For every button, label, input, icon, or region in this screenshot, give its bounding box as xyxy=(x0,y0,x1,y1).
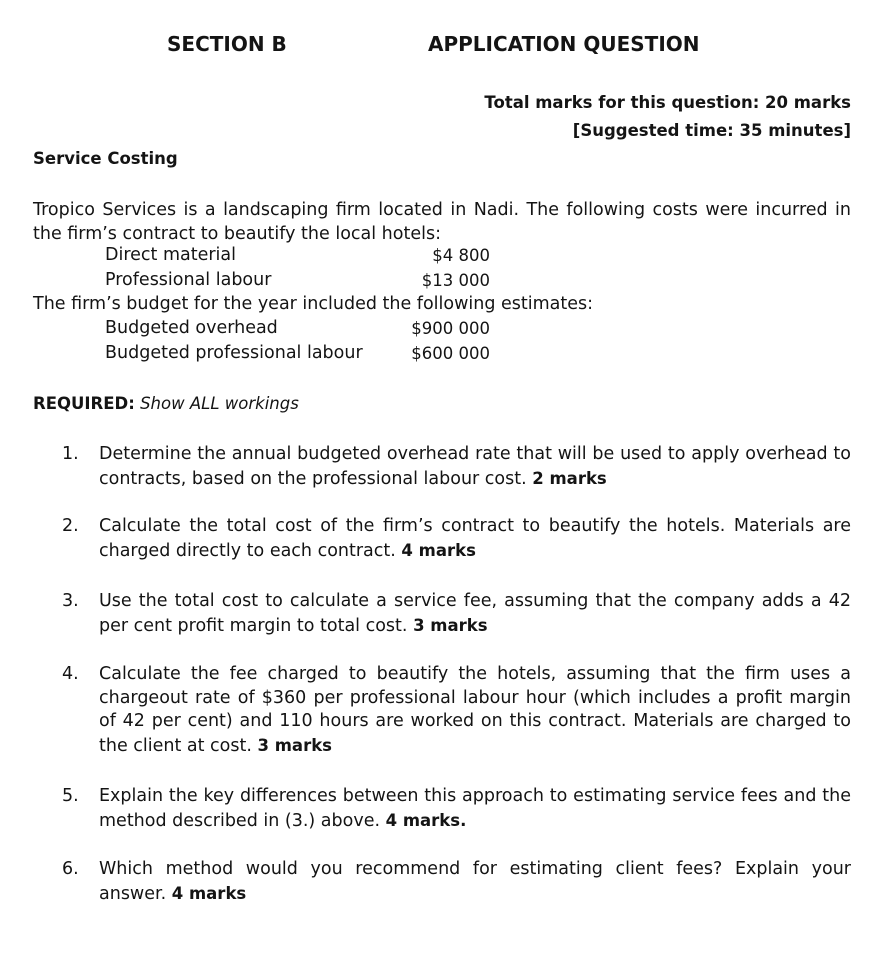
question-2 xyxy=(62,515,851,563)
question-marks: 3 marks xyxy=(413,615,488,635)
question-text: Explain the key differences between this approach to estimating service fees and the method described in (3.) above. xyxy=(99,786,851,831)
question-number: 6. xyxy=(62,859,79,879)
topic-heading: Service Costing xyxy=(33,149,178,168)
required-line xyxy=(33,394,299,413)
question-text: Determine the annual budgeted overhead rate that will be used to apply overhead to contracts, based on the professional labour cost. xyxy=(99,444,851,489)
cost-label-direct-material: Direct material xyxy=(105,245,237,265)
budget-label-professional-labour: Budgeted professional labour xyxy=(105,343,363,363)
question-number: 4. xyxy=(62,664,79,684)
section-label: SECTION B xyxy=(167,32,287,56)
question-marks: 4 marks xyxy=(401,540,476,560)
budget-value-overhead: $900 000 xyxy=(411,319,490,338)
budget-label-overhead: Budgeted overhead xyxy=(105,318,278,338)
cost-value-professional-labour: $13 000 xyxy=(421,271,490,290)
question-number: 1. xyxy=(62,444,79,464)
required-text: Show ALL workings xyxy=(140,394,299,413)
question-number: 2. xyxy=(62,516,79,536)
required-separator: : xyxy=(128,394,135,413)
required-label: REQUIRED xyxy=(33,394,129,413)
question-5 xyxy=(62,785,851,833)
question-marks: 4 marks xyxy=(171,883,247,903)
budget-intro: The firm’s budget for the year included the following estimates: xyxy=(33,294,594,314)
question-marks: 4 marks. xyxy=(385,810,467,830)
question-marks: 3 marks xyxy=(257,735,332,755)
question-text: Calculate the fee charged to beautify the hotels, assuming that the firm uses a chargeout rate of $360 per professional labour hour (which includes a profit margin of 42 per cent) and 110 hours are worked on this contract. Materials are charged to the client at cost. xyxy=(99,664,851,756)
cost-label-professional-labour: Professional labour xyxy=(105,270,272,290)
question-number: 5. xyxy=(62,786,79,806)
page-title: APPLICATION QUESTION xyxy=(428,32,700,56)
question-number: 3. xyxy=(62,591,79,611)
budget-value-professional-labour: $600 000 xyxy=(411,344,490,363)
question-text: Use the total cost to calculate a service fee, assuming that the company adds a 42 per cent profit margin to total cost. xyxy=(99,591,851,636)
intro-paragraph: Tropico Services is a landscaping firm located in Nadi. The following costs were incurred in the firm’s contract to beautify the local hotels: xyxy=(33,200,851,244)
question-3 xyxy=(62,590,851,638)
question-1 xyxy=(62,443,851,491)
question-6 xyxy=(62,858,851,906)
question-marks: 2 marks xyxy=(532,468,607,488)
question-text: Calculate the total cost of the firm’s contract to beautify the hotels. Materials are charged directly to each contract. xyxy=(99,516,851,561)
question-4 xyxy=(62,663,851,758)
question-text: Which method would you recommend for estimating client fees? Explain your answer. xyxy=(99,859,851,904)
suggested-time: [Suggested time: 35 minutes] xyxy=(572,121,851,140)
cost-value-direct-material: $4 800 xyxy=(432,246,490,265)
total-marks: Total marks for this question: 20 marks xyxy=(484,93,851,112)
